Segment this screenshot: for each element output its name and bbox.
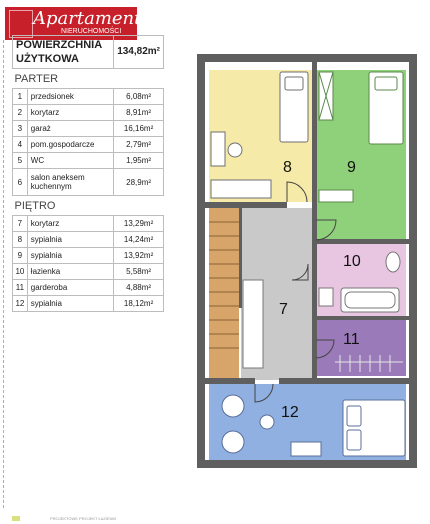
room-label-11: 11 bbox=[343, 331, 360, 348]
table-row bbox=[13, 280, 164, 296]
section-header bbox=[13, 69, 164, 89]
room-area: 5,58m² bbox=[114, 264, 164, 280]
room-name: garaż bbox=[27, 121, 113, 137]
room-number: 11 bbox=[13, 280, 28, 296]
section-title: PARTER bbox=[13, 69, 164, 89]
room-label-8: 8 bbox=[283, 159, 292, 176]
room-area: 28,9m² bbox=[114, 169, 164, 196]
room-name: przedsionek bbox=[27, 89, 113, 105]
room-area: 6,08m² bbox=[114, 89, 164, 105]
table-row bbox=[13, 264, 164, 280]
summary-value: 134,82m² bbox=[114, 36, 164, 69]
room-name: salon aneksem kuchennym bbox=[27, 169, 113, 196]
room-area: 4,88m² bbox=[114, 280, 164, 296]
room-label-7: 7 bbox=[279, 301, 288, 318]
room-name: korytarz bbox=[27, 105, 113, 121]
footer-note: PROJEKTOWE PROJEKT ŁAZIENKI bbox=[50, 516, 117, 521]
room-name: sypialnia bbox=[27, 248, 113, 264]
logo-subtitle: NIERUCHOMOŚCI bbox=[61, 28, 122, 35]
section-header bbox=[13, 196, 164, 216]
room-area: 13,29m² bbox=[114, 216, 164, 232]
room-number: 9 bbox=[13, 248, 28, 264]
room-name: sypialnia bbox=[27, 232, 113, 248]
table-row bbox=[13, 169, 164, 196]
stairs-fill bbox=[209, 208, 239, 380]
room-name: sypialnia bbox=[27, 296, 113, 312]
room-area: 8,91m² bbox=[114, 105, 164, 121]
room-11-fill bbox=[316, 320, 406, 376]
room-number: 12 bbox=[13, 296, 28, 312]
room-number: 7 bbox=[13, 216, 28, 232]
room-number: 6 bbox=[13, 169, 28, 196]
room-number: 8 bbox=[13, 232, 28, 248]
logo-script: Apartament bbox=[33, 8, 142, 29]
table-row bbox=[13, 216, 164, 232]
footer-marker bbox=[12, 516, 20, 521]
summary-label: POWIERZCHNIA UŻYTKOWA bbox=[13, 36, 114, 69]
room-label-12: 12 bbox=[281, 404, 299, 421]
table-row bbox=[13, 153, 164, 169]
room-number: 1 bbox=[13, 89, 28, 105]
table-row bbox=[13, 137, 164, 153]
room-name: łazienka bbox=[27, 264, 113, 280]
section-title: PIĘTRO bbox=[13, 196, 164, 216]
room-number: 2 bbox=[13, 105, 28, 121]
floor-plan bbox=[195, 50, 425, 475]
table-row bbox=[13, 296, 164, 312]
room-area: 13,92m² bbox=[114, 248, 164, 264]
room-label-9: 9 bbox=[347, 159, 356, 176]
room-area: 16,16m² bbox=[114, 121, 164, 137]
room-name: pom.gospodarcze bbox=[27, 137, 113, 153]
table-row bbox=[13, 89, 164, 105]
room-number: 5 bbox=[13, 153, 28, 169]
table-row bbox=[13, 105, 164, 121]
area-table bbox=[12, 35, 164, 312]
room-name: korytarz bbox=[27, 216, 113, 232]
left-margin-guide bbox=[3, 40, 4, 508]
logo-frame bbox=[9, 10, 33, 38]
room-area: 14,24m² bbox=[114, 232, 164, 248]
room-name: garderoba bbox=[27, 280, 113, 296]
room-area: 2,79m² bbox=[114, 137, 164, 153]
table-row bbox=[13, 248, 164, 264]
room-label-10: 10 bbox=[343, 253, 361, 270]
room-number: 10 bbox=[13, 264, 28, 280]
room-area: 1,95m² bbox=[114, 153, 164, 169]
room-7-furniture bbox=[243, 280, 263, 368]
room-name: WC bbox=[27, 153, 113, 169]
room-number: 4 bbox=[13, 137, 28, 153]
room-number: 3 bbox=[13, 121, 28, 137]
table-row bbox=[13, 121, 164, 137]
room-area: 18,12m² bbox=[114, 296, 164, 312]
summary-row bbox=[13, 36, 164, 69]
table-row bbox=[13, 232, 164, 248]
